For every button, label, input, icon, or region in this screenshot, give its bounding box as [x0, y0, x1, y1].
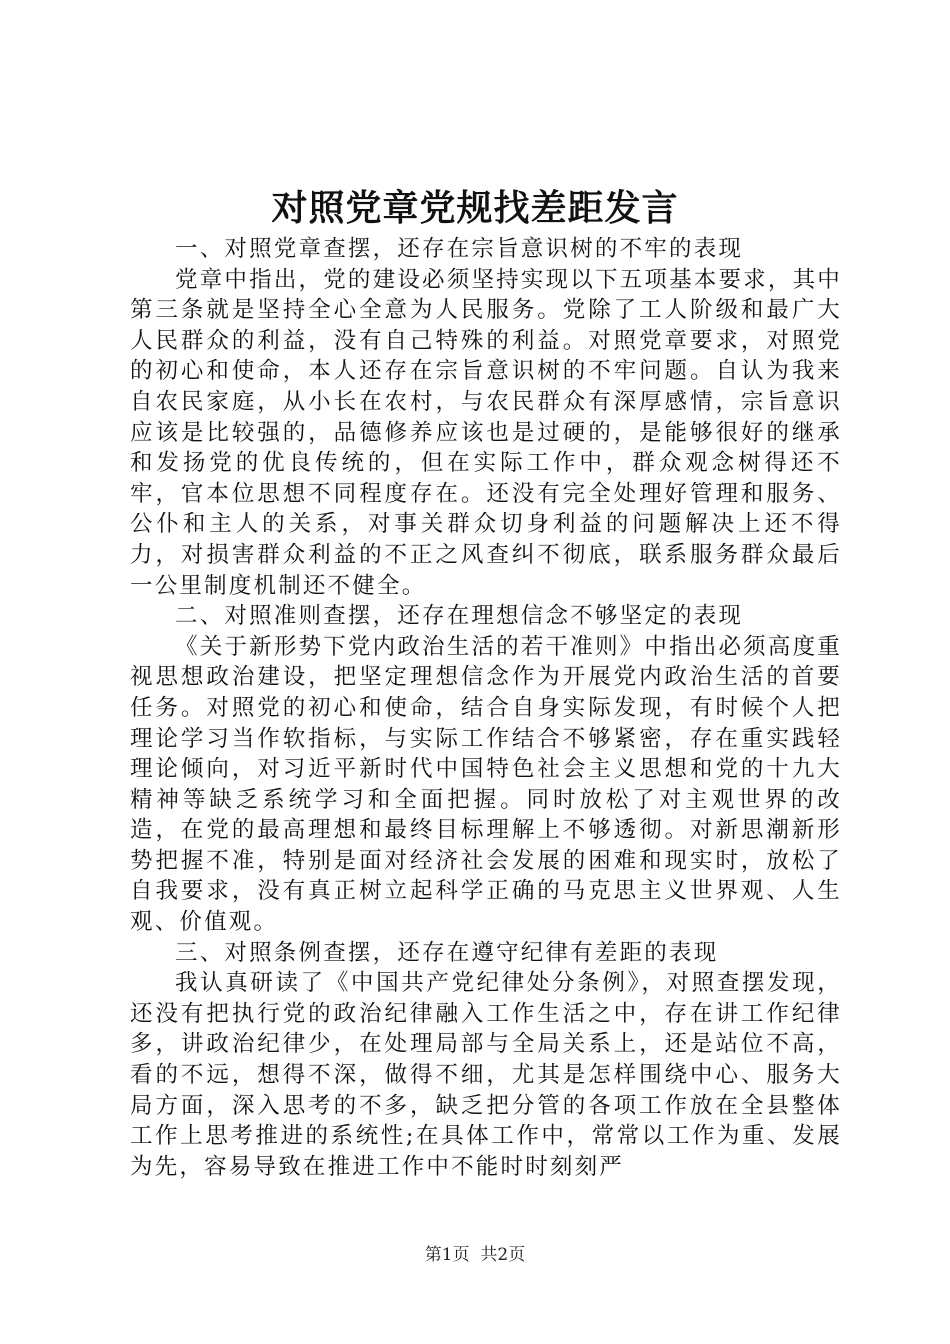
page-number: 第1页 [424, 1245, 470, 1265]
paragraph-3: 我认真研读了《中国共产党纪律处分条例》，对照查摆发现，还没有把执行党的政治纪律融入工作生活之中，存在讲工作纪律多，讲政治纪律少，在处理局部与全局关系上，还是站位不高，看的不远，想得不深，做得不细，尤其是怎样围绕中心、服务大局方面，深入思考的不多，缺乏把分管的各项工作放在全县整体工作上思考推进的系统性;在具体工作中，常常以工作为重、发展为先，容易导致在推进工作中不能时时刻刻严 [130, 970, 842, 1180]
total-pages: 共2页 [480, 1245, 526, 1265]
section-heading-1: 一、对照党章查摆，还存在宗旨意识树的不牢的表现 [175, 236, 744, 262]
page-footer [0, 1244, 950, 1266]
footer-spacer [470, 1245, 481, 1265]
section-heading-2: 二、对照准则查摆，还存在理想信念不够坚定的表现 [175, 603, 744, 630]
paragraph-2: 《关于新形势下党内政治生活的若干准则》中指出必须高度重视思想政治建设，把坚定理想信念作为开展党内政治生活的首要任务。对照党的初心和使命，结合自身实际发现，有时候个人把理论学习当作软指标，与实际工作结合不够紧密，存在重实践轻理论倾向，对习近平新时代中国特色社会主义思想和党的十九大精神等缺乏系统学习和全面把握。同时放松了对主观世界的改造，在党的最高理想和最终目标理解上不够透彻。对新思潮新形势把握不准，特别是面对经济社会发展的困难和现实时，放松了自我要求，没有真正树立起科学正确的马克思主义世界观、人生观、价值观。 [130, 633, 842, 936]
document-body [130, 234, 842, 1182]
section-heading-3: 三、对照条例查摆，还存在遵守纪律有差距的表现 [175, 939, 719, 966]
page-title: 对照党章党规找差距发言 [271, 187, 679, 229]
paragraph-1: 党章中指出，党的建设必须坚持实现以下五项基本要求，其中第三条就是坚持全心全意为人民服务。党除了工人阶级和最广大人民群众的利益，没有自己特殊的利益。对照党章要求，对照党的初心和使命，本人还存在宗旨意识树的不牢问题。自认为我来自农民家庭，从小长在农村，与农民群众有深厚感情，宗旨意识应该是比较强的，品德修养应该也是过硬的，是能够很好的继承和发扬党的优良传统的，但在实际工作中，群众观念树得还不牢，官本位思想不同程度存在。还没有完全处理好管理和服务、公仆和主人的关系，对事关群众切身利益的问题解决上还不得力，对损害群众利益的不正之风查纠不彻底，联系服务群众最后一公里制度机制还不健全。 [130, 266, 842, 599]
